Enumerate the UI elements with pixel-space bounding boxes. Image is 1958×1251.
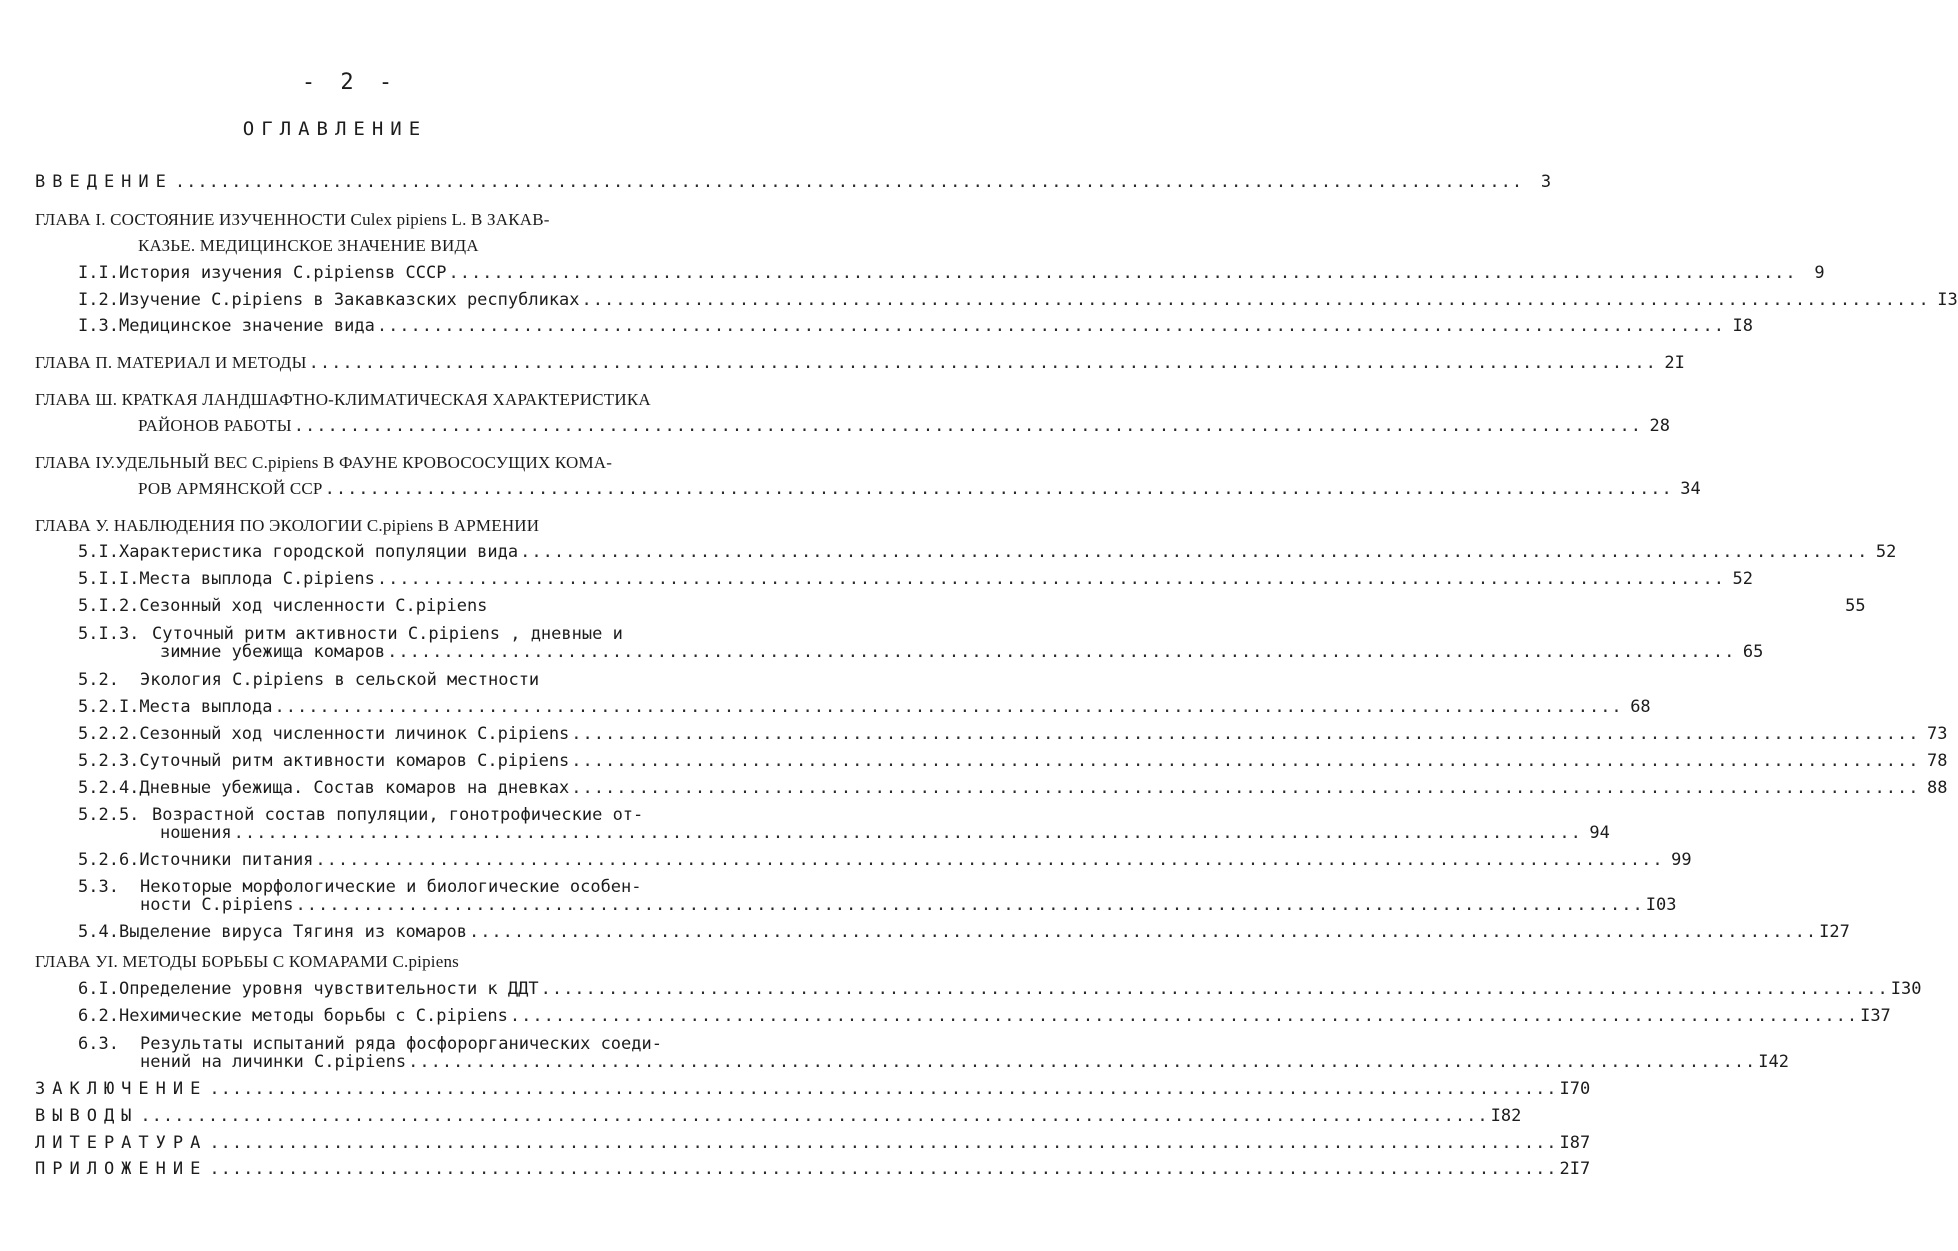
toc-section-5-2: 5.2. Экология C.pipiens в сельской местности <box>78 670 540 690</box>
toc-chapter-5: ГЛАВА У. НАБЛЮДЕНИЯ ПО ЭКОЛОГИИ C.pipiens В АРМЕНИИ <box>35 516 540 535</box>
page-ref: I82 <box>1490 1106 1522 1126</box>
page-ref: I27 <box>1819 922 1850 942</box>
page-ref: 34 <box>1680 479 1701 499</box>
toc-section-1-1: I.I. История изучения C.pipiensв СССР ........................................................................................................................ 9 <box>78 263 1825 283</box>
toc-section-6-3-line1: 6.3. Результаты испытаний ряда фосфорорганических соеди- <box>78 1034 662 1054</box>
toc-section-5-1-3-line1: 5.I.3. Суточный ритм активности C.pipiens , дневные и <box>78 624 623 644</box>
toc-section-5-1: 5.I. Характеристика городской популяции вида ........................................................................................................................ 52 <box>78 542 1897 562</box>
toc-section-1-2: I.2. Изучение C.pipiens в Закавказских республиках ........................................................................................................................ I3 <box>78 290 1958 310</box>
toc-chapter-1-line2: КАЗЬЕ. МЕДИЦИНСКОЕ ЗНАЧЕНИЕ ВИДА <box>138 236 479 255</box>
page-ref: I87 <box>1559 1133 1591 1153</box>
page-ref: I3 <box>1937 290 1958 310</box>
page-ref: 2I <box>1664 353 1685 373</box>
toc-section-5-2-3: 5.2.3. Суточный ритм активности комаров C.pipiens ........................................................................................................................ 78 <box>78 751 1948 771</box>
page-ref: 88 <box>1927 778 1948 798</box>
toc-section-5-3-line1: 5.3. Некоторые морфологические и биологические особен- <box>78 877 642 897</box>
page-ref: 68 <box>1630 697 1651 717</box>
toc-section-5-1-1: 5.I.I. Места выплода C.pipiens ........................................................................................................................ 52 <box>78 569 1754 589</box>
page-title: ОГЛАВЛЕНИЕ <box>242 118 428 140</box>
page-ref: I8 <box>1732 316 1754 336</box>
page-ref: 99 <box>1671 850 1692 870</box>
toc-chapter-6: ГЛАВА УI. МЕТОДЫ БОРЬБЫ С КОМАРАМИ C.pipiens <box>35 952 459 971</box>
page-ref: I37 <box>1860 1006 1891 1026</box>
toc-entry-findings: ВЫВОДЫ ........................................................................................................................ I82 <box>35 1106 1522 1126</box>
page-ref: 94 <box>1589 823 1610 843</box>
page-ref: 52 <box>1732 569 1754 589</box>
page-ref: 3 <box>1540 172 1552 192</box>
toc-section-6-2: 6.2. Нехимические методы борьбы с C.pipiens ........................................................................................................................ I37 <box>78 1006 1891 1026</box>
toc-chapter-3-line1: ГЛАВА Ш. КРАТКАЯ ЛАНДШАФТНО-КЛИМАТИЧЕСКАЯ ХАРАКТЕРИСТИКА <box>35 390 651 409</box>
page-number: - 2 - <box>301 70 399 95</box>
toc-chapter-1-line1: ГЛАВА I. СОСТОЯНИЕ ИЗУЧЕННОСТИ Culex pipiens L. В ЗАКАВ- <box>35 210 550 229</box>
toc-section-5-2-5-line1: 5.2.5. Возрастной состав популяции, гонотрофические от- <box>78 805 644 825</box>
page-ref: 65 <box>1742 642 1764 662</box>
page-ref: 78 <box>1927 751 1948 771</box>
page-ref: 28 <box>1649 416 1670 436</box>
toc-entry-appendix: ПРИЛОЖЕНИЕ ........................................................................................................................ 2I7 <box>35 1159 1591 1179</box>
toc-chapter-3-line2: РАЙОНОВ РАБОТЫ ........................................................................................................................ 28 <box>138 416 1670 436</box>
page-ref: I70 <box>1559 1079 1591 1099</box>
toc-entry-literature: ЛИТЕРАТУРА ........................................................................................................................ I87 <box>35 1133 1591 1153</box>
page-ref: 73 <box>1927 724 1948 744</box>
page-ref: I03 <box>1645 895 1677 915</box>
toc-section-5-2-1: 5.2.I. Места выплода ........................................................................................................................ 68 <box>78 697 1651 717</box>
page-ref: 55 <box>1845 596 1866 616</box>
toc-chapter-4-line2: РОВ АРМЯНСКОЙ ССР ........................................................................................................................ 34 <box>138 479 1701 499</box>
toc-entry-introduction: ВВЕДЕНИЕ ........................................................................................................................ 3 <box>35 172 1552 192</box>
toc-section-5-1-2: 5.I.2. Сезонный ход численности C.pipiens 55 <box>78 596 1866 616</box>
toc-section-5-1-3-line2: зимние убежища комаров ........................................................................................................................ 65 <box>160 642 1764 662</box>
toc-section-6-1: 6.I. Определение уровня чувствительности к ДДТ ........................................................................................................................ I30 <box>78 979 1922 999</box>
page-ref: I30 <box>1890 979 1922 999</box>
toc-chapter-4-line1: ГЛАВА IУ.УДЕЛЬНЫЙ ВЕС C.pipiens В ФАУНЕ КРОВОСОСУЩИХ КОМА- <box>35 453 613 472</box>
toc-section-5-2-6: 5.2.6. Источники питания ........................................................................................................................ 99 <box>78 850 1692 870</box>
page-ref: 2I7 <box>1559 1159 1591 1179</box>
toc-chapter-2: ГЛАВА П. МАТЕРИАЛ И МЕТОДЫ ........................................................................................................................ 2I <box>35 353 1685 373</box>
page-ref: 9 <box>1814 263 1825 283</box>
toc-section-5-3-line2: ности C.pipiens ........................................................................................................................ I03 <box>140 895 1677 915</box>
toc-entry-conclusion: ЗАКЛЮЧЕНИЕ ........................................................................................................................ I70 <box>35 1079 1591 1099</box>
toc-section-5-4: 5.4. Выделение вируса Тягиня из комаров ........................................................................................................................ I27 <box>78 922 1850 942</box>
toc-section-1-3: I.3. Медицинское значение вида ........................................................................................................................ I8 <box>78 316 1754 336</box>
toc-section-5-2-4: 5.2.4. Дневные убежища. Состав комаров на дневках ........................................................................................................................ 88 <box>78 778 1948 798</box>
toc-section-6-3-line2: нений на личинки C.pipiens ........................................................................................................................ I42 <box>140 1052 1790 1072</box>
toc-section-5-2-2: 5.2.2. Сезонный ход численности личинок C.pipiens ........................................................................................................................ 73 <box>78 724 1948 744</box>
toc-section-5-2-5-line2: ношения ........................................................................................................................ 94 <box>160 823 1610 843</box>
page-ref: 52 <box>1875 542 1897 562</box>
page-ref: I42 <box>1758 1052 1790 1072</box>
